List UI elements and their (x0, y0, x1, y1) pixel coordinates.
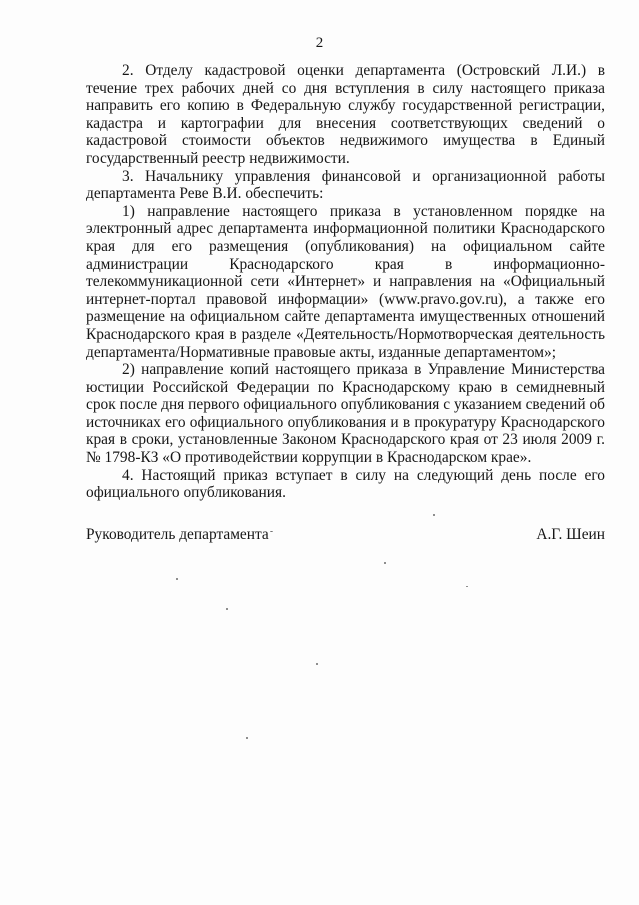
paragraph-item-publication: 1) направление настоящего приказа в установленном порядке на электронный адрес департамента информационной политики Краснодарского края для его размещения (опубликования) на официальном сайте администрации Краснодарского края в информационно-телекоммуникационной сети «Интернет» и направления на «Официальный интернет-портал правовой информации» (www.pravo.gov.ru), а также его размещение на официальном сайте департамента имущественных отношений Краснодарского края в разделе «Деятельность/Нормотворческая деятельность департамента/Нормативные правовые акты, изданные департаментом»; (86, 202, 605, 361)
page-number: 2 (315, 35, 324, 51)
scan-speck (384, 562, 386, 564)
signatory-position: Руководитель департамента (86, 526, 269, 543)
scan-speck (270, 531, 273, 532)
document-body (86, 62, 605, 502)
scan-speck (466, 586, 468, 587)
scan-speck (316, 663, 318, 665)
paragraph-effective-date: 4. Настоящий приказ вступает в силу на следующий день после его официального опубликования. (86, 466, 605, 502)
paragraph-finance-management: 3. Начальнику управления финансовой и организационной работы департамента Реве В.И. обеспечить: (86, 167, 605, 203)
scan-speck (433, 514, 435, 516)
scan-speck (176, 578, 178, 580)
paragraph-cadastral-department: 2. Отделу кадастровой оценки департамента (Островский Л.И.) в течение трех рабочих дней со дня вступления в силу настоящего приказа направить его копию в Федеральную службу государственной регистрации, кадастра и картографии для внесения соответствующих сведений о кадастровой стоимости объектов недвижимого имущества в Единый государственный реестр недвижимости. (86, 62, 605, 167)
signatory-name: А.Г. Шеин (536, 526, 605, 543)
scan-speck (226, 608, 228, 610)
scan-speck (246, 737, 248, 739)
signature-block (86, 526, 605, 544)
paragraph-item-ministry-of-justice: 2) направление копий настоящего приказа в Управление Министерства юстиции Российской Федерации по Краснодарскому краю в семидневный срок после дня первого официального опубликования с указанием сведений об источниках его официального опубликования и в прокуратуру Краснодарского края в сроки, установленные Законом Краснодарского края от 23 июля 2009 г. № 1798-КЗ «О противодействии коррупции в Краснодарском крае». (86, 361, 605, 467)
